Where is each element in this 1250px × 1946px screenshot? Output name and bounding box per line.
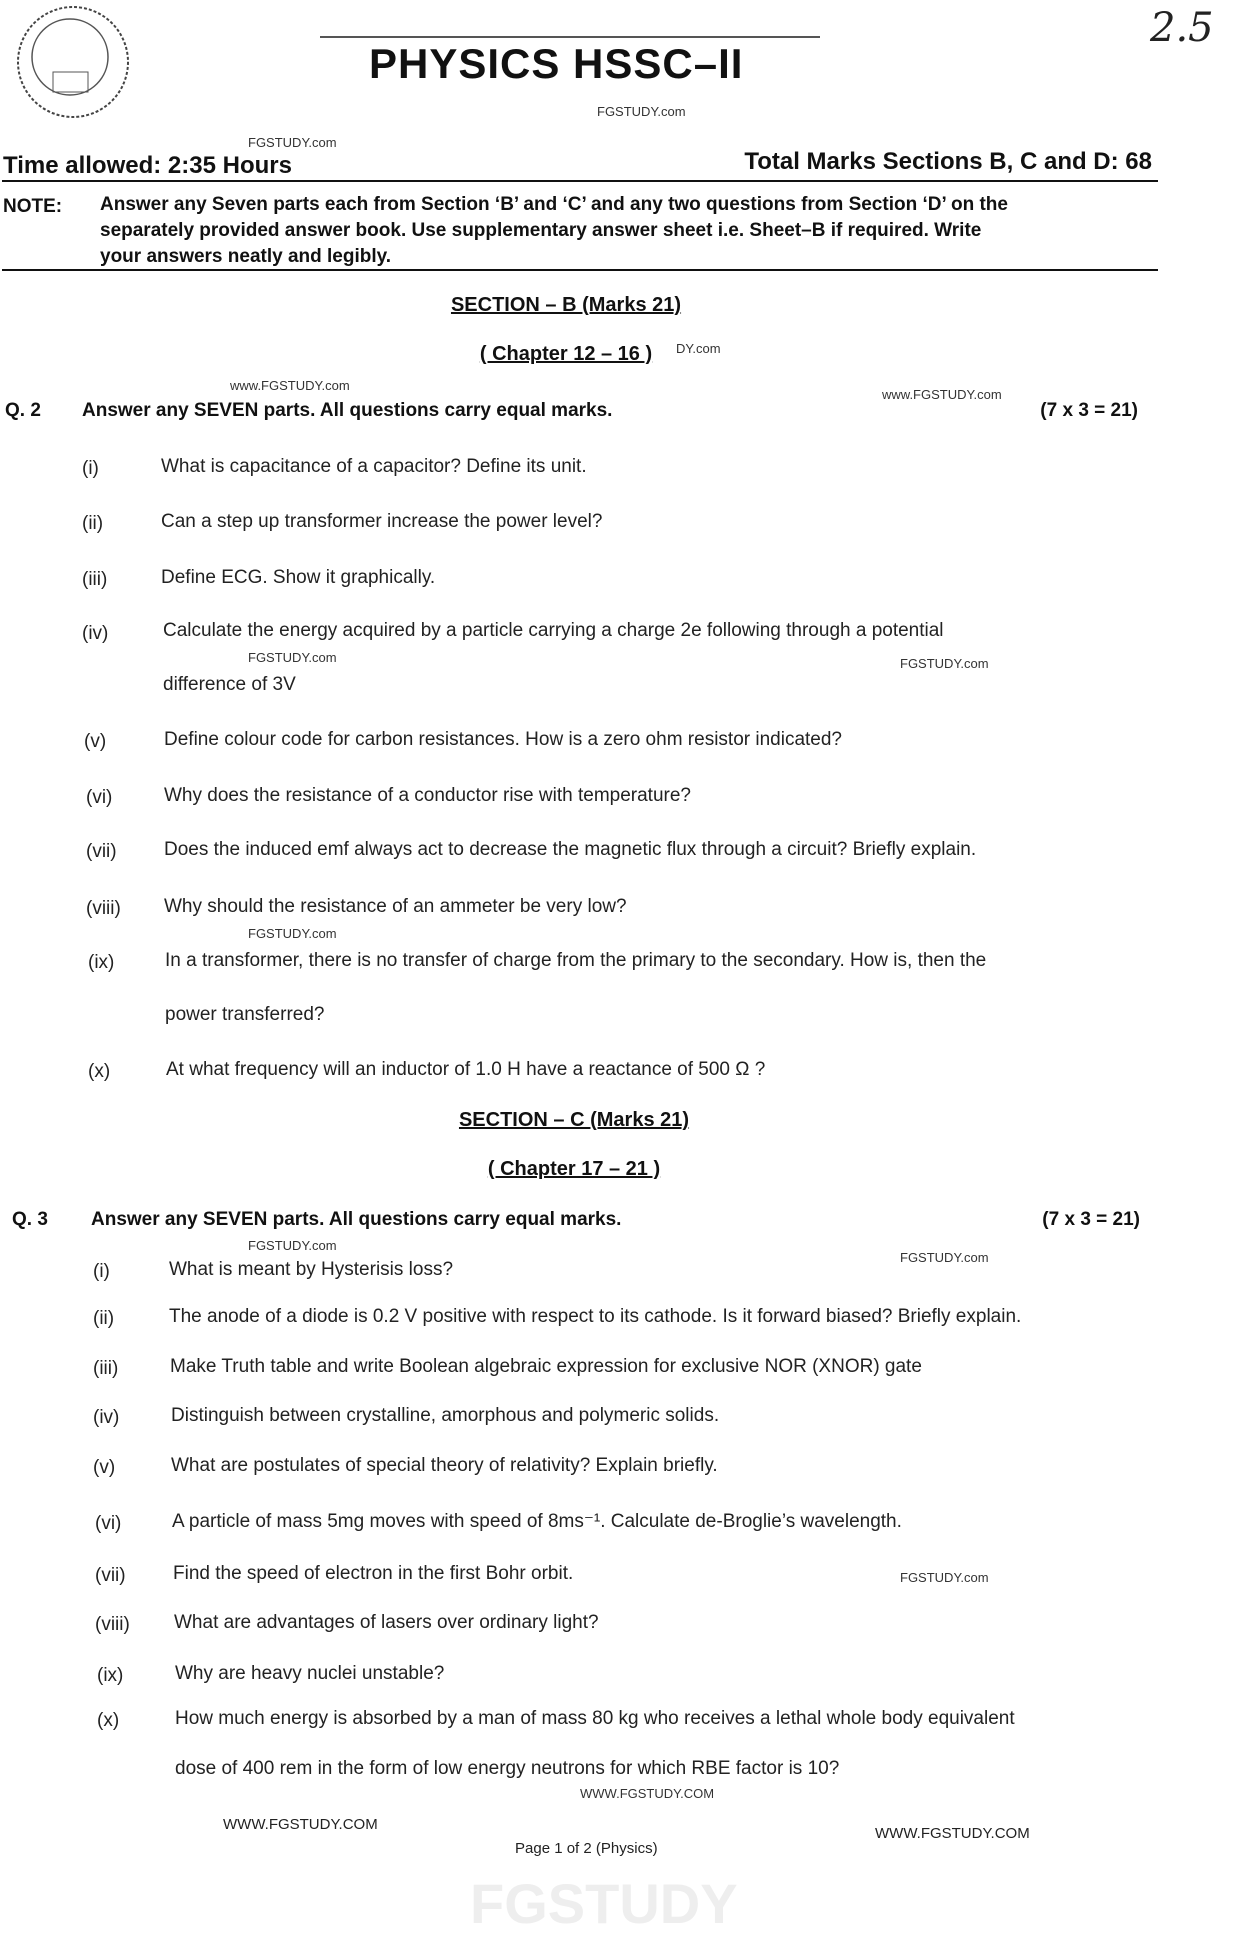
time-allowed: Time allowed: 2:35 Hours <box>3 152 292 179</box>
watermark: FGSTUDY.com <box>597 104 686 119</box>
question-item: Can a step up transformer increase the power level? <box>161 511 603 532</box>
note-line: your answers neatly and legibly. <box>100 246 392 267</box>
divider <box>2 180 1158 182</box>
note-line: separately provided answer book. Use supplementary answer sheet i.e. Sheet–B if required. Write <box>100 220 982 241</box>
divider <box>2 269 1158 271</box>
item-number: (ix) <box>88 952 115 973</box>
question-item: Find the speed of electron in the first Bohr orbit. <box>173 1563 574 1584</box>
question-item: Why does the resistance of a conductor rise with temperature? <box>164 785 691 806</box>
question-item: A particle of mass 5mg moves with speed of 8ms⁻¹. Calculate de-Broglie’s wavelength. <box>172 1511 902 1532</box>
item-number: (x) <box>88 1061 111 1082</box>
note-label: NOTE: <box>3 196 63 217</box>
question-item: Define ECG. Show it graphically. <box>161 567 436 588</box>
question-item: In a transformer, there is no transfer of charge from the primary to the secondary. How is, then the <box>165 950 987 971</box>
question-item: Why should the resistance of an ammeter be very low? <box>164 896 627 917</box>
question-item: Calculate the energy acquired by a particle carrying a charge 2e following through a potential <box>163 620 944 641</box>
note-line: Answer any Seven parts each from Section ‘B’ and ‘C’ and any two questions from Section ‘D’ on the <box>100 194 1008 215</box>
question-item-continuation: difference of 3V <box>163 674 296 695</box>
top-line <box>320 36 820 38</box>
item-number: (i) <box>93 1261 110 1282</box>
question-item: Does the induced emf always act to decrease the magnetic flux through a circuit? Briefly explain. <box>164 839 977 860</box>
section-b-heading: SECTION – B (Marks 21) <box>450 294 682 316</box>
question-instruction: Answer any SEVEN parts. All questions carry equal marks. <box>82 400 613 421</box>
footer-watermark-right: WWW.FGSTUDY.COM <box>875 1825 1030 1842</box>
faint-watermark: FGSTUDY <box>470 1872 738 1935</box>
item-number: (iv) <box>93 1407 120 1428</box>
item-number: (ix) <box>97 1665 124 1686</box>
question-item: Define colour code for carbon resistances. How is a zero ohm resistor indicated? <box>164 729 842 750</box>
watermark: FGSTUDY.com <box>248 135 337 150</box>
question-label: Q. 3 <box>12 1209 48 1230</box>
watermark: FGSTUDY.com <box>900 656 989 671</box>
question-item-continuation: power transferred? <box>165 1004 325 1025</box>
page-title: PHYSICS HSSC–II <box>369 40 744 87</box>
handwritten-mark: 2.5 <box>1150 5 1214 51</box>
question-marks: (7 x 3 = 21) <box>1040 400 1138 421</box>
watermark: FGSTUDY.com <box>248 1238 337 1253</box>
item-number: (i) <box>82 458 99 479</box>
watermark: DY.com <box>676 341 721 356</box>
item-number: (vii) <box>95 1565 126 1586</box>
question-item: What are advantages of lasers over ordinary light? <box>174 1612 599 1633</box>
question-label: Q. 2 <box>5 400 41 421</box>
section-b-chapters: ( Chapter 12 – 16 ) <box>479 343 653 365</box>
section-c-chapters: ( Chapter 17 – 21 ) <box>487 1158 661 1180</box>
watermark: WWW.FGSTUDY.COM <box>580 1786 715 1801</box>
item-number: (vi) <box>95 1513 122 1534</box>
item-number: (v) <box>84 731 107 752</box>
question-item: Distinguish between crystalline, amorphous and polymeric solids. <box>171 1405 720 1426</box>
question-marks: (7 x 3 = 21) <box>1042 1209 1140 1230</box>
question-item: How much energy is absorbed by a man of mass 80 kg who receives a lethal whole body equivalent <box>175 1708 1015 1729</box>
watermark: www.FGSTUDY.com <box>230 378 350 393</box>
watermark: FGSTUDY.com <box>900 1250 989 1265</box>
question-item: What is capacitance of a capacitor? Define its unit. <box>161 456 587 477</box>
item-number: (iv) <box>82 623 109 644</box>
question-item: What are postulates of special theory of relativity? Explain briefly. <box>171 1455 718 1476</box>
board-seal-logo <box>8 2 138 127</box>
item-number: (viii) <box>95 1614 130 1635</box>
question-item: At what frequency will an inductor of 1.0 H have a reactance of 500 Ω ? <box>166 1059 766 1080</box>
question-item: Make Truth table and write Boolean algebraic expression for exclusive NOR (XNOR) gate <box>170 1356 922 1377</box>
watermark: FGSTUDY.com <box>248 926 337 941</box>
watermark: FGSTUDY.com <box>900 1570 989 1585</box>
item-number: (viii) <box>86 898 121 919</box>
section-c-heading: SECTION – C (Marks 21) <box>458 1109 690 1131</box>
note-text <box>100 192 1008 270</box>
item-number: (vi) <box>86 787 113 808</box>
page-number: Page 1 of 2 (Physics) <box>515 1840 658 1857</box>
item-number: (x) <box>97 1710 120 1731</box>
item-number: (ii) <box>82 513 104 534</box>
item-number: (vii) <box>86 841 117 862</box>
item-number: (ii) <box>93 1308 115 1329</box>
question-item: Why are heavy nuclei unstable? <box>175 1663 445 1684</box>
total-marks: Total Marks Sections B, C and D: 68 <box>744 148 1152 175</box>
question-instruction: Answer any SEVEN parts. All questions carry equal marks. <box>91 1209 622 1230</box>
footer-watermark-left: WWW.FGSTUDY.COM <box>223 1816 378 1833</box>
question-item: The anode of a diode is 0.2 V positive with respect to its cathode. Is it forward biased? Briefly explain. <box>169 1306 1022 1327</box>
item-number: (iii) <box>82 569 108 590</box>
item-number: (v) <box>93 1457 116 1478</box>
question-item: What is meant by Hysterisis loss? <box>169 1259 454 1280</box>
question-item-continuation: dose of 400 rem in the form of low energy neutrons for which RBE factor is 10? <box>175 1758 840 1779</box>
item-number: (iii) <box>93 1358 119 1379</box>
watermark: www.FGSTUDY.com <box>882 387 1002 402</box>
watermark: FGSTUDY.com <box>248 650 337 665</box>
